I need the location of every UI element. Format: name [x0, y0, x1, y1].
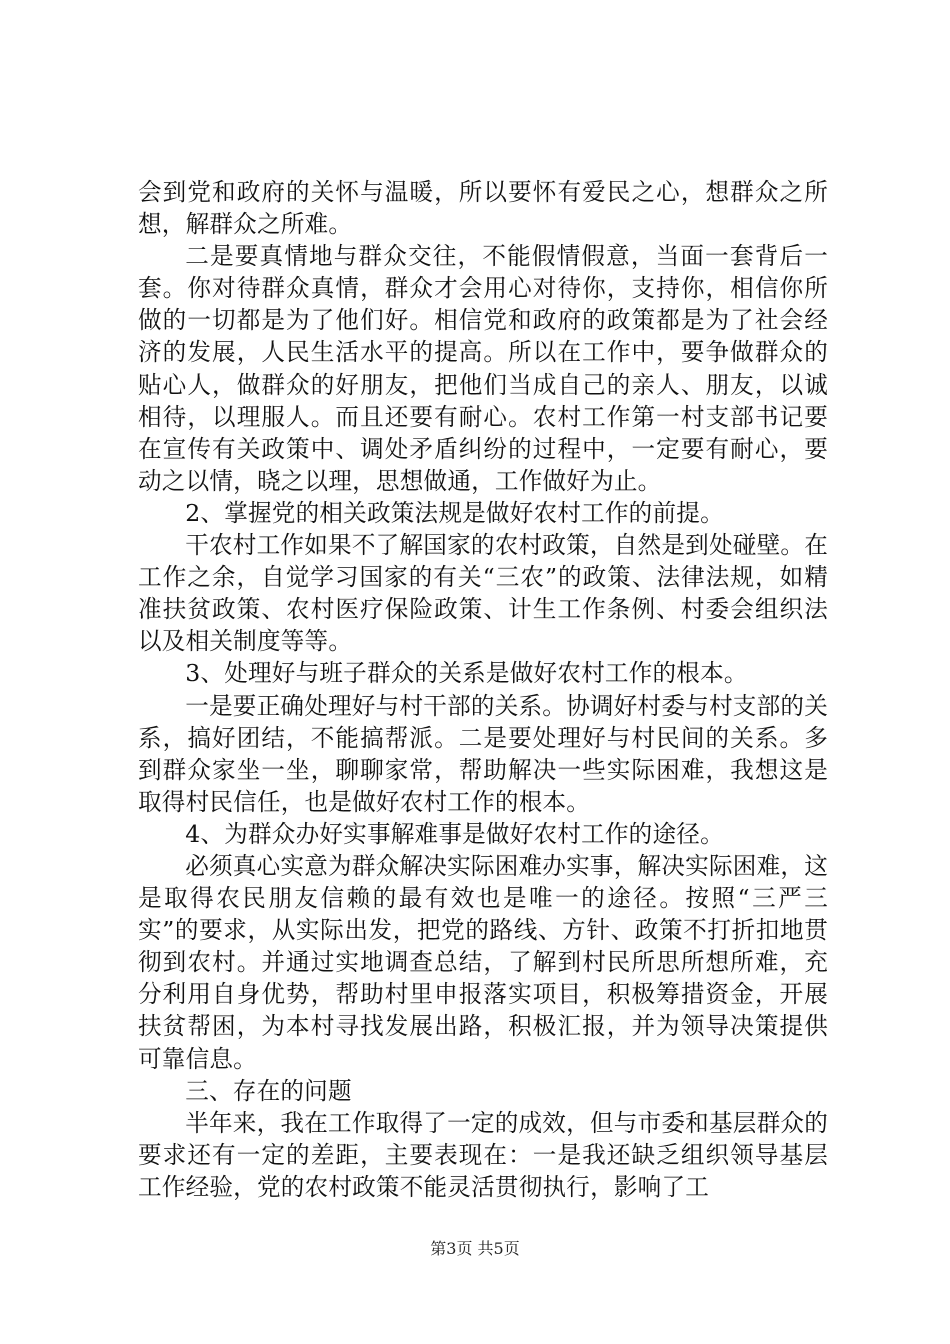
section-heading: 三、存在的问题 [185, 1076, 352, 1105]
paragraph: 必须真心实意为群众解决实际困难办实事，解决实际困难，这是取得农民朋友信赖的最有效也是唯一的途径。按照“三严三实”的要求，从实际出发，把党的路线、方针、政策不打折扣地贯彻到农村。并通过实地调查总结，了解到村民所思所想所难，充分利用自身优势，帮助村里申报落实项目，积极筹措资金，开展扶贫帮困，为本村寻找发展出路，积极汇报，并为领导决策提供可靠信息。 [138, 851, 828, 1073]
paragraph: 半年来，我在工作取得了一定的成效，但与市委和基层群众的要求还有一定的差距，主要表现在：一是我还缺乏组织领导基层工作经验，党的农村政策不能灵活贯彻执行，影响了工 [138, 1108, 828, 1201]
paragraph: 会到党和政府的关怀与温暖，所以要怀有爱民之心，想群众之所想，解群众之所难。 [138, 178, 828, 239]
paragraph: 干农村工作如果不了解国家的农村政策，自然是到处碰壁。在工作之余，自觉学习国家的有关“三农”的政策、法律法规，如精准扶贫政策、农村医疗保险政策、计生工作条例、村委会组织法以及相关制度等等。 [138, 531, 828, 656]
page-footer: 第3页 共5页 [430, 1239, 520, 1258]
paragraph: 二是要真情地与群众交往，不能假情假意，当面一套背后一套。你对待群众真情，群众才会用心对待你，支持你，相信你所做的一切都是为了他们好。相信党和政府的政策都是为了社会经济的发展，人民生活水平的提高。所以在工作中，要争做群众的贴心人，做群众的好朋友，把他们当成自己的亲人、朋友，以诚相待，以理服人。而且还要有耐心。农村工作第一村支部书记要在宣传有关政策中、调处矛盾纠纷的过程中，一定要有耐心，要动之以情，晓之以理，思想做通，工作做好为止。 [138, 242, 828, 495]
body-text [138, 176, 828, 1203]
section-heading: 4、为群众办好实事解难事是做好农村工作的途径。 [185, 819, 724, 848]
section-heading: 3、处理好与班子群众的关系是做好农村工作的根本。 [185, 659, 748, 688]
paragraph: 一是要正确处理好与村干部的关系。协调好村委与村支部的关系，搞好团结，不能搞帮派。二是要处理好与村民间的关系。多到群众家坐一坐，聊聊家常，帮助解决一些实际困难，我想这是取得村民信任，也是做好农村工作的根本。 [138, 691, 828, 816]
section-heading: 2、掌握党的相关政策法规是做好农村工作的前提。 [185, 498, 724, 527]
